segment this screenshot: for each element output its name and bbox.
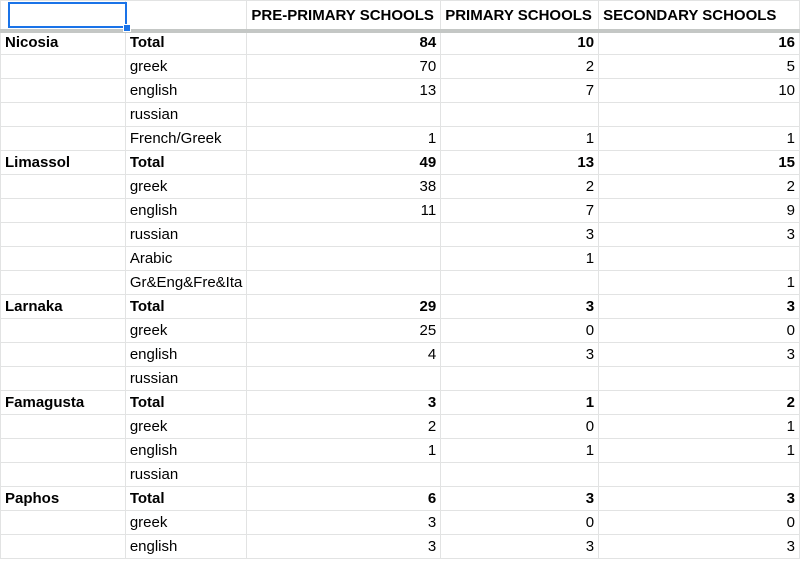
secondary-cell[interactable]: 1 (599, 271, 800, 295)
header-secondary[interactable]: SECONDARY SCHOOLS (599, 1, 800, 31)
fill-handle[interactable] (123, 24, 131, 32)
secondary-cell[interactable] (599, 247, 800, 271)
language-cell[interactable]: Arabic (125, 247, 247, 271)
primary-cell[interactable]: 0 (441, 415, 599, 439)
language-cell[interactable]: Gr&Eng&Fre&Ita (125, 271, 247, 295)
primary-cell[interactable]: 3 (441, 343, 599, 367)
language-cell[interactable]: Total (125, 31, 247, 55)
primary-cell[interactable]: 13 (441, 151, 599, 175)
language-cell[interactable]: Total (125, 151, 247, 175)
pre-primary-cell[interactable]: 3 (247, 391, 441, 415)
table-row (1, 31, 800, 55)
secondary-cell[interactable] (599, 103, 800, 127)
secondary-cell[interactable] (599, 463, 800, 487)
language-cell[interactable]: greek (125, 415, 247, 439)
secondary-cell[interactable]: 0 (599, 511, 800, 535)
table-row (1, 487, 800, 511)
primary-cell[interactable]: 3 (441, 295, 599, 319)
pre-primary-cell[interactable] (247, 367, 441, 391)
primary-cell[interactable] (441, 271, 599, 295)
region-cell[interactable] (1, 439, 126, 463)
language-cell[interactable]: russian (125, 463, 247, 487)
table-row (1, 295, 800, 319)
primary-cell[interactable] (441, 103, 599, 127)
pre-primary-cell[interactable]: 49 (247, 151, 441, 175)
table-row (1, 223, 800, 247)
table-row (1, 367, 800, 391)
table-row (1, 79, 800, 103)
primary-cell[interactable]: 1 (441, 391, 599, 415)
pre-primary-cell[interactable]: 2 (247, 415, 441, 439)
region-cell[interactable]: Larnaka (1, 295, 126, 319)
region-cell[interactable] (1, 367, 126, 391)
language-cell[interactable]: russian (125, 367, 247, 391)
language-cell[interactable]: english (125, 79, 247, 103)
region-cell[interactable] (1, 223, 126, 247)
pre-primary-cell[interactable]: 25 (247, 319, 441, 343)
language-cell[interactable]: russian (125, 223, 247, 247)
region-cell[interactable]: Paphos (1, 487, 126, 511)
pre-primary-cell[interactable]: 13 (247, 79, 441, 103)
pre-primary-cell[interactable]: 1 (247, 127, 441, 151)
pre-primary-cell[interactable]: 3 (247, 535, 441, 559)
table-row (1, 151, 800, 175)
region-cell[interactable] (1, 319, 126, 343)
primary-cell[interactable]: 3 (441, 487, 599, 511)
language-cell[interactable]: Total (125, 295, 247, 319)
pre-primary-cell[interactable]: 4 (247, 343, 441, 367)
frozen-row-divider[interactable] (0, 29, 800, 33)
table-row (1, 391, 800, 415)
table-row (1, 463, 800, 487)
table-row (1, 343, 800, 367)
primary-cell[interactable]: 3 (441, 535, 599, 559)
region-cell[interactable] (1, 535, 126, 559)
primary-cell[interactable]: 7 (441, 79, 599, 103)
language-cell[interactable]: russian (125, 103, 247, 127)
pre-primary-cell[interactable]: 70 (247, 55, 441, 79)
language-cell[interactable]: english (125, 199, 247, 223)
secondary-cell[interactable]: 2 (599, 391, 800, 415)
region-cell[interactable] (1, 271, 126, 295)
secondary-cell[interactable] (599, 367, 800, 391)
pre-primary-cell[interactable]: 29 (247, 295, 441, 319)
secondary-cell[interactable]: 9 (599, 199, 800, 223)
pre-primary-cell[interactable]: 6 (247, 487, 441, 511)
language-cell[interactable]: greek (125, 55, 247, 79)
secondary-cell[interactable]: 3 (599, 343, 800, 367)
region-cell[interactable]: Famagusta (1, 391, 126, 415)
primary-cell[interactable]: 0 (441, 319, 599, 343)
primary-cell[interactable]: 2 (441, 175, 599, 199)
language-cell[interactable]: english (125, 535, 247, 559)
pre-primary-cell[interactable] (247, 247, 441, 271)
pre-primary-cell[interactable] (247, 463, 441, 487)
region-cell[interactable] (1, 415, 126, 439)
language-cell[interactable]: French/Greek (125, 127, 247, 151)
table-row (1, 127, 800, 151)
table-row (1, 415, 800, 439)
language-cell[interactable]: Total (125, 391, 247, 415)
pre-primary-cell[interactable]: 84 (247, 31, 441, 55)
secondary-cell[interactable]: 2 (599, 175, 800, 199)
region-cell[interactable] (1, 463, 126, 487)
region-cell[interactable] (1, 79, 126, 103)
region-cell[interactable] (1, 127, 126, 151)
language-cell[interactable]: english (125, 439, 247, 463)
table-row (1, 247, 800, 271)
grid-body (1, 1, 800, 559)
pre-primary-cell[interactable]: 3 (247, 511, 441, 535)
language-cell[interactable]: greek (125, 319, 247, 343)
region-cell[interactable]: Limassol (1, 151, 126, 175)
header-cell-b[interactable] (125, 1, 247, 31)
table-row (1, 319, 800, 343)
table-row (1, 271, 800, 295)
language-cell[interactable]: greek (125, 175, 247, 199)
pre-primary-cell[interactable]: 38 (247, 175, 441, 199)
selected-cell-outline (8, 2, 127, 28)
table-row (1, 439, 800, 463)
secondary-cell[interactable]: 16 (599, 31, 800, 55)
secondary-cell[interactable]: 10 (599, 79, 800, 103)
region-cell[interactable] (1, 247, 126, 271)
pre-primary-cell[interactable]: 11 (247, 199, 441, 223)
primary-cell[interactable]: 2 (441, 55, 599, 79)
secondary-cell[interactable]: 3 (599, 295, 800, 319)
pre-primary-cell[interactable] (247, 103, 441, 127)
language-cell[interactable]: Total (125, 487, 247, 511)
secondary-cell[interactable]: 1 (599, 127, 800, 151)
secondary-cell[interactable]: 5 (599, 55, 800, 79)
region-cell[interactable] (1, 343, 126, 367)
region-cell[interactable] (1, 55, 126, 79)
pre-primary-cell[interactable] (247, 223, 441, 247)
primary-cell[interactable]: 1 (441, 127, 599, 151)
region-cell[interactable] (1, 175, 126, 199)
primary-cell[interactable]: 0 (441, 511, 599, 535)
primary-cell[interactable] (441, 463, 599, 487)
primary-cell[interactable]: 3 (441, 223, 599, 247)
header-pre-primary[interactable]: PRE-PRIMARY SCHOOLS (247, 1, 441, 31)
secondary-cell[interactable]: 3 (599, 535, 800, 559)
table-row (1, 511, 800, 535)
region-cell[interactable] (1, 199, 126, 223)
pre-primary-cell[interactable] (247, 271, 441, 295)
header-primary[interactable]: PRIMARY SCHOOLS (441, 1, 599, 31)
primary-cell[interactable]: 10 (441, 31, 599, 55)
language-cell[interactable]: english (125, 343, 247, 367)
region-cell[interactable]: Nicosia (1, 31, 126, 55)
primary-cell[interactable]: 7 (441, 199, 599, 223)
region-cell[interactable] (1, 103, 126, 127)
pre-primary-cell[interactable]: 1 (247, 439, 441, 463)
table-row (1, 103, 800, 127)
table-row (1, 535, 800, 559)
primary-cell[interactable]: 1 (441, 247, 599, 271)
table-row (1, 199, 800, 223)
secondary-cell[interactable]: 3 (599, 223, 800, 247)
secondary-cell[interactable]: 1 (599, 439, 800, 463)
secondary-cell[interactable]: 15 (599, 151, 800, 175)
table-row (1, 55, 800, 79)
primary-cell[interactable]: 1 (441, 439, 599, 463)
secondary-cell[interactable]: 0 (599, 319, 800, 343)
secondary-cell[interactable]: 1 (599, 415, 800, 439)
primary-cell[interactable] (441, 367, 599, 391)
secondary-cell[interactable]: 3 (599, 487, 800, 511)
table-row (1, 175, 800, 199)
language-cell[interactable]: greek (125, 511, 247, 535)
region-cell[interactable] (1, 511, 126, 535)
